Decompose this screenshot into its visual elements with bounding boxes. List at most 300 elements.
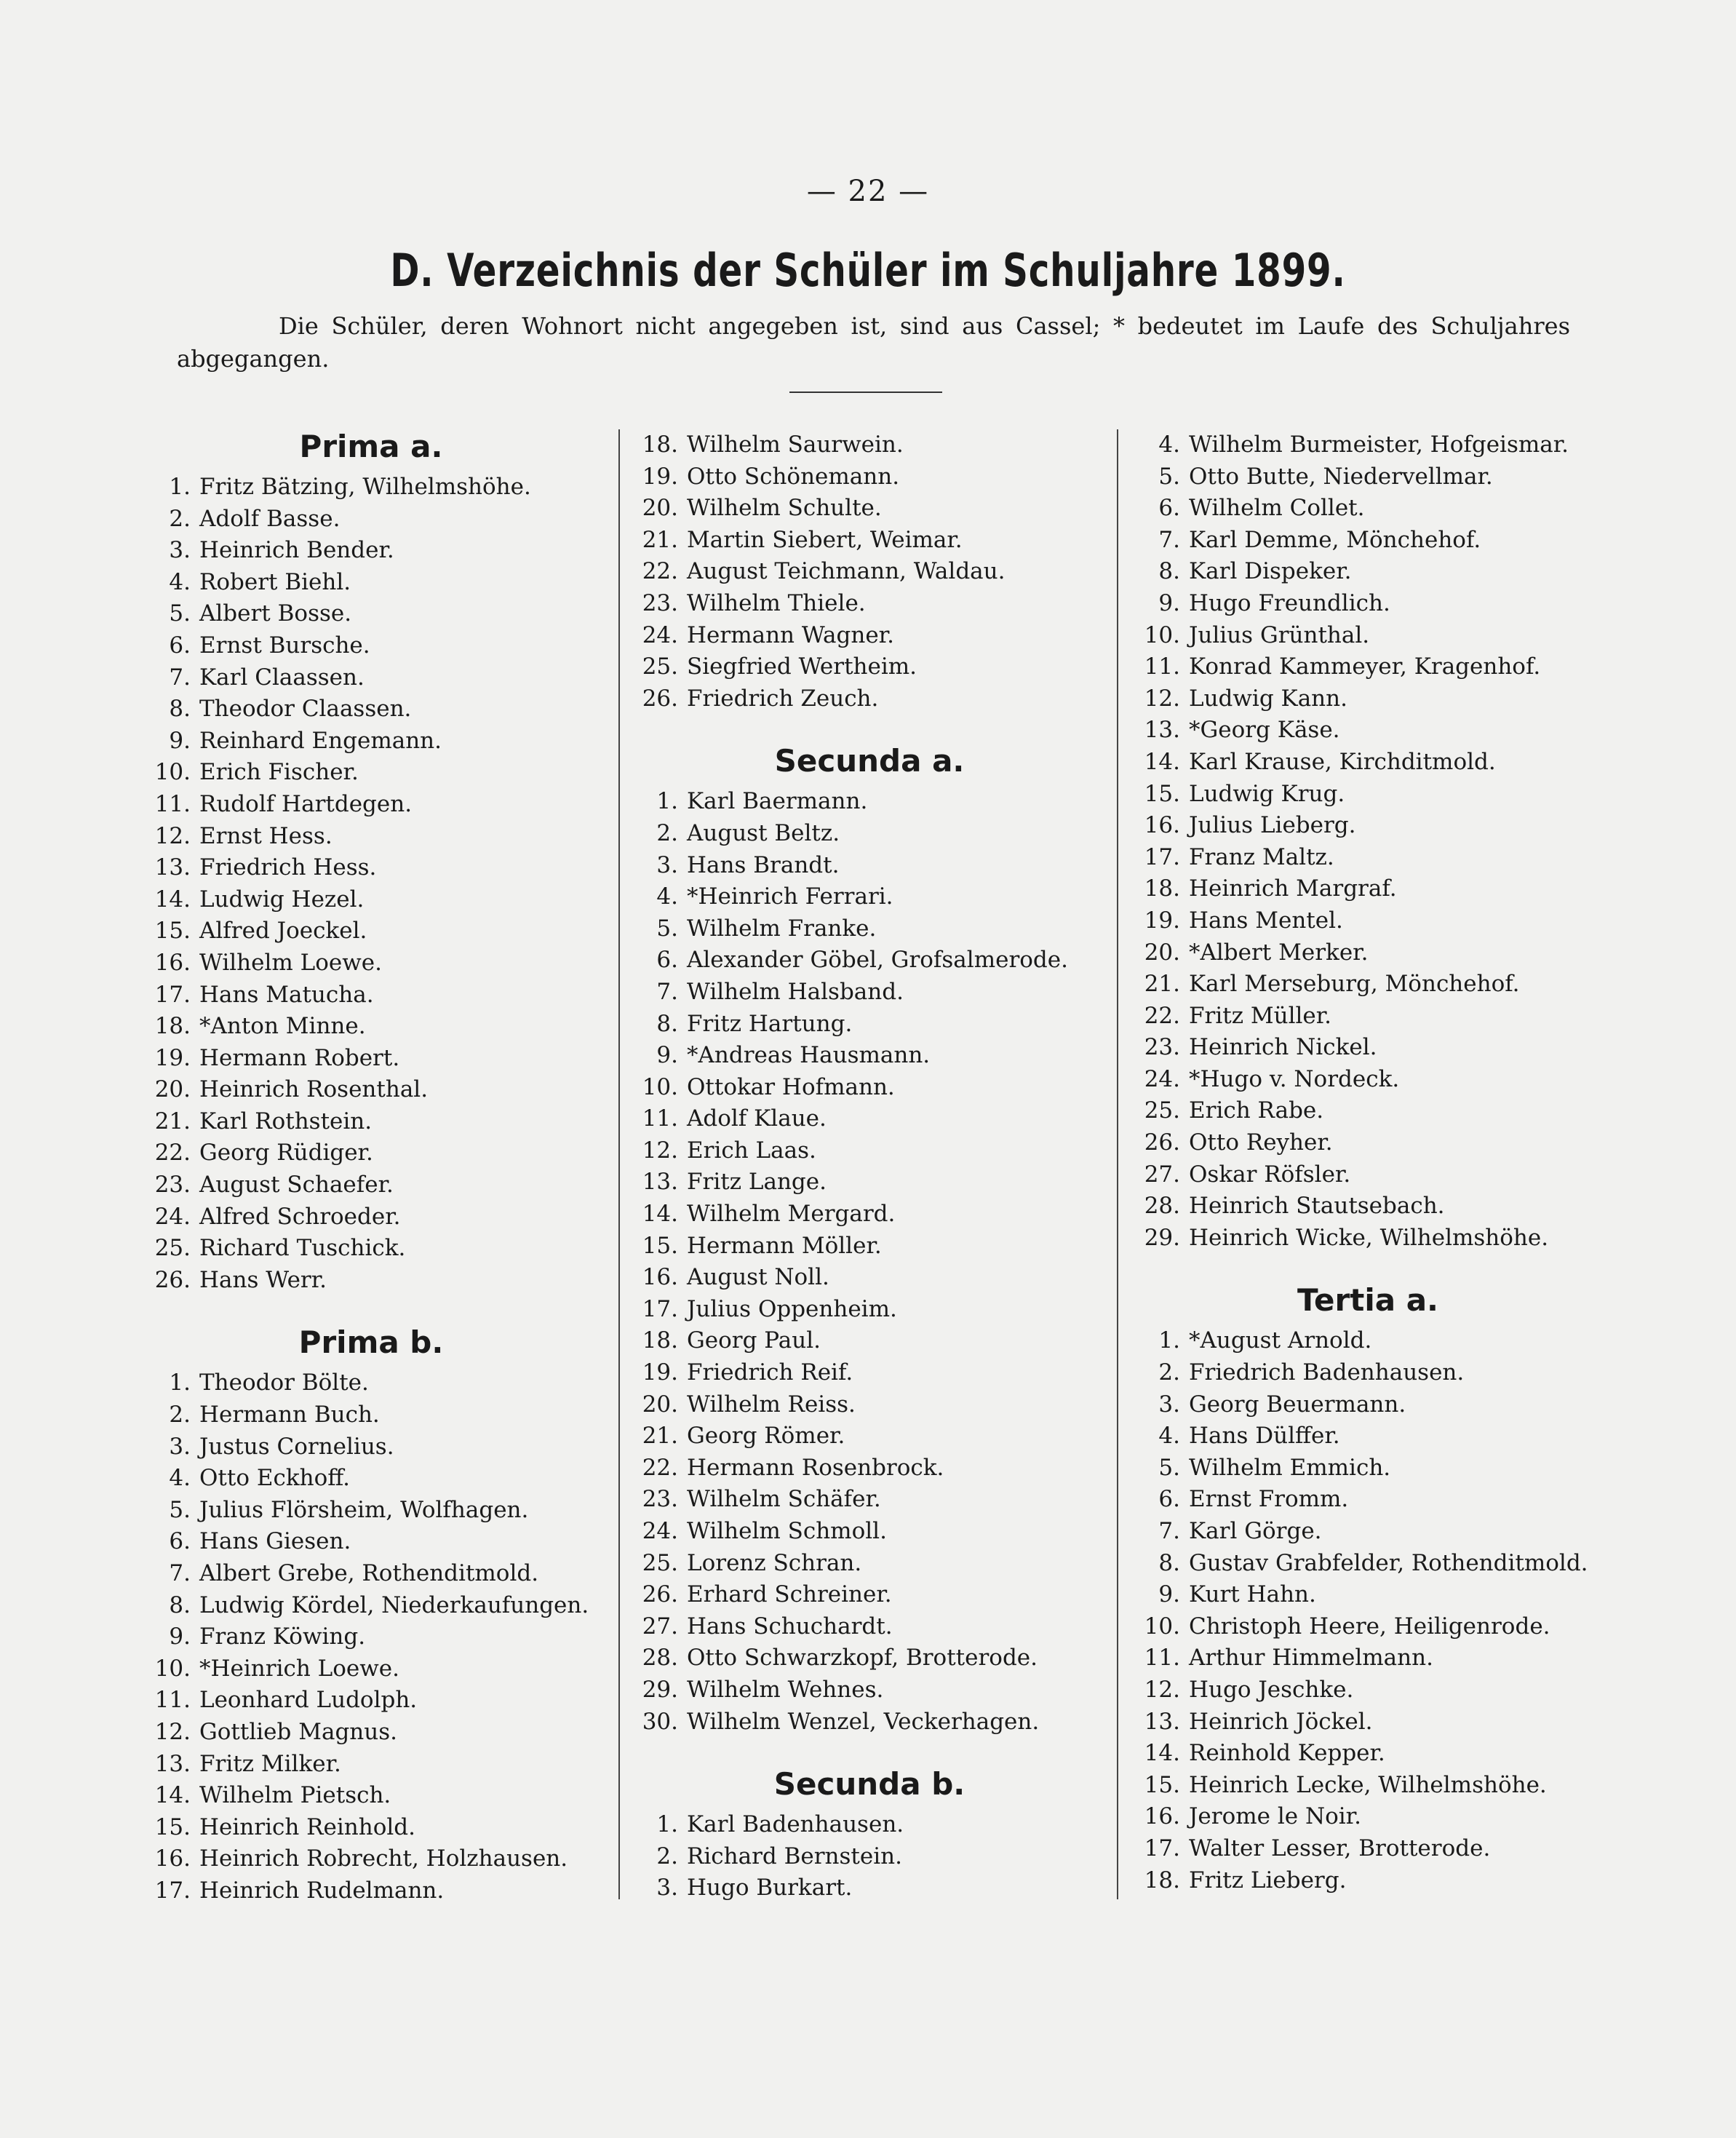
student-name: Karl Görge. — [1189, 1518, 1322, 1544]
student-entry — [633, 620, 1106, 652]
student-name: Heinrich Rudelmann. — [199, 1877, 445, 1904]
student-entry — [633, 1294, 1106, 1326]
student-name: Heinrich Lecke, Wilhelmshöhe. — [1189, 1771, 1547, 1798]
student-name: Theodor Claassen. — [199, 696, 412, 723]
student-name: Franz Köwing. — [199, 1624, 366, 1650]
page-title: D. Verzeichnis der Schüler im Schuljahre 1899. — [390, 244, 1346, 297]
student-entry — [146, 1106, 597, 1138]
student-entry — [146, 1399, 597, 1431]
student-name: Wilhelm Wehnes. — [687, 1676, 884, 1703]
entry-number: 23. — [642, 589, 678, 616]
entry-number: 7. — [656, 978, 678, 1005]
entry-number: 21. — [642, 526, 678, 553]
entry-number: 14. — [642, 1201, 678, 1228]
student-name: August Noll. — [687, 1264, 829, 1291]
student-entry — [146, 1685, 597, 1717]
student-name: Erich Rabe. — [1189, 1097, 1324, 1124]
entry-number: 9. — [1158, 589, 1180, 616]
student-list — [1135, 1325, 1601, 1896]
student-entry — [1135, 1159, 1601, 1191]
entry-number: 17. — [1144, 1835, 1180, 1861]
student-name: Martin Siebert, Weimar. — [687, 526, 963, 553]
entry-number: 8. — [656, 1010, 678, 1037]
student-entry — [146, 1812, 597, 1844]
student-entry — [633, 493, 1106, 525]
student-name: Wilhelm Pietsch. — [199, 1782, 391, 1809]
student-entry — [1135, 683, 1601, 715]
entry-number: 16. — [154, 949, 191, 976]
student-name: Richard Bernstein. — [687, 1843, 902, 1869]
student-name: Fritz Hartung. — [687, 1010, 853, 1037]
entry-number: 15. — [1144, 1771, 1180, 1798]
student-entry — [633, 1262, 1106, 1294]
student-entry — [146, 852, 597, 884]
entry-number: 6. — [1158, 1486, 1180, 1513]
student-entry — [1135, 1127, 1601, 1159]
student-entry — [146, 821, 597, 853]
student-entry — [1135, 525, 1601, 557]
entry-number: 18. — [154, 1013, 191, 1040]
student-name: Hans Matucha. — [199, 981, 374, 1008]
student-name: Wilhelm Schulte. — [687, 495, 882, 522]
student-entry — [146, 726, 597, 758]
student-entry — [146, 472, 597, 504]
student-list — [633, 1809, 1106, 1904]
student-entry — [1135, 1453, 1601, 1485]
entry-number: 13. — [1144, 1708, 1180, 1735]
entry-number: 17. — [154, 981, 191, 1008]
page-number: — 22 — — [806, 175, 930, 208]
entry-number: 19. — [642, 1359, 678, 1386]
student-name: Karl Dispeker. — [1189, 558, 1352, 585]
student-entry — [146, 979, 597, 1012]
student-entry — [1135, 1032, 1601, 1064]
entry-number: 2. — [656, 1843, 678, 1869]
student-entry — [146, 1011, 597, 1043]
student-name: *Hugo v. Nordeck. — [1189, 1065, 1400, 1092]
entry-number: 5. — [656, 915, 678, 942]
student-entry — [146, 630, 597, 662]
entry-number: 30. — [642, 1708, 678, 1735]
entry-number: 21. — [154, 1108, 191, 1134]
entry-number: 12. — [642, 1137, 678, 1164]
student-entry — [1135, 715, 1601, 747]
student-entry — [1135, 1357, 1601, 1389]
student-entry — [1135, 620, 1601, 652]
student-list — [146, 472, 597, 1296]
entry-number: 14. — [1144, 1740, 1180, 1767]
student-entry — [1135, 1738, 1601, 1770]
entry-number: 20. — [1144, 939, 1180, 966]
column-divider — [1117, 429, 1118, 1899]
student-name: Erich Fischer. — [199, 759, 359, 786]
student-name: Karl Baermann. — [687, 788, 868, 815]
entry-number: 5. — [1158, 1454, 1180, 1481]
section-heading: Tertia a. — [1297, 1282, 1438, 1319]
student-name: Rudolf Hartdegen. — [199, 790, 413, 817]
student-entry — [1135, 969, 1601, 1001]
student-name: Georg Paul. — [687, 1327, 821, 1354]
student-entry — [633, 651, 1106, 683]
student-name: Fritz Lange. — [687, 1169, 827, 1196]
student-name: Karl Krause, Kirchditmold. — [1189, 748, 1496, 775]
entry-number: 1. — [656, 788, 678, 815]
student-entry — [146, 1367, 597, 1399]
student-entry — [146, 1495, 597, 1527]
student-entry — [1135, 1706, 1601, 1738]
entry-number: 1. — [169, 1370, 191, 1396]
student-name: Heinrich Margraf. — [1189, 875, 1397, 902]
student-name: Ernst Fromm. — [1189, 1486, 1349, 1513]
student-entry — [146, 694, 597, 726]
student-name: *Anton Minne. — [199, 1013, 366, 1040]
student-entry — [1135, 556, 1601, 588]
entry-number: 23. — [154, 1172, 191, 1199]
entry-number: 10. — [1144, 1613, 1180, 1640]
entry-number: 13. — [642, 1169, 678, 1196]
entry-number: 16. — [642, 1264, 678, 1291]
entry-number: 29. — [1144, 1224, 1180, 1251]
entry-number: 19. — [154, 1044, 191, 1071]
student-name: Heinrich Jöckel. — [1189, 1708, 1373, 1735]
student-entry — [633, 1484, 1106, 1516]
entry-number: 7. — [1158, 526, 1180, 553]
student-entry — [1135, 1611, 1601, 1643]
student-name: Richard Tuschick. — [199, 1235, 406, 1262]
student-name: Ludwig Hezel. — [199, 886, 365, 913]
entry-number: 6. — [1158, 495, 1180, 522]
student-entry — [633, 556, 1106, 588]
student-entry — [633, 1706, 1106, 1738]
entry-number: 24. — [642, 621, 678, 648]
entry-number: 11. — [642, 1105, 678, 1132]
student-entry — [633, 786, 1106, 818]
student-name: *Andreas Hausmann. — [687, 1042, 931, 1069]
student-entry — [633, 1040, 1106, 1072]
entry-number: 16. — [154, 1845, 191, 1872]
student-entry — [633, 1325, 1106, 1357]
entry-number: 25. — [642, 1549, 678, 1576]
student-entry — [633, 913, 1106, 945]
entry-number: 18. — [642, 1327, 678, 1354]
entry-number: 21. — [642, 1423, 678, 1450]
entry-number: 12. — [154, 822, 191, 849]
student-entry — [146, 1749, 597, 1781]
student-entry — [1135, 461, 1601, 493]
entry-number: 10. — [154, 759, 191, 786]
student-name: Karl Rothstein. — [199, 1108, 373, 1134]
student-entry — [1135, 1548, 1601, 1580]
student-entry — [146, 757, 597, 789]
student-entry — [633, 1516, 1106, 1548]
entry-number: 1. — [656, 1811, 678, 1838]
student-entry — [1135, 905, 1601, 937]
student-entry — [633, 1103, 1106, 1135]
entry-number: 12. — [1144, 685, 1180, 712]
student-list — [633, 429, 1106, 715]
entry-number: 13. — [154, 1750, 191, 1777]
entry-number: 9. — [169, 1624, 191, 1650]
student-entry — [146, 1558, 597, 1590]
student-name: Justus Cornelius. — [199, 1433, 394, 1460]
student-name: Heinrich Stautsebach. — [1189, 1193, 1445, 1220]
entry-number: 13. — [1144, 717, 1180, 744]
student-entry — [1135, 1001, 1601, 1033]
student-entry — [1135, 1325, 1601, 1357]
entry-number: 1. — [1158, 1327, 1180, 1354]
entry-number: 4. — [1158, 1423, 1180, 1450]
entry-number: 5. — [1158, 463, 1180, 490]
entry-number: 3. — [656, 851, 678, 878]
entry-number: 18. — [642, 432, 678, 458]
student-entry — [146, 1074, 597, 1106]
entry-number: 4. — [169, 568, 191, 595]
student-name: Kurt Hahn. — [1189, 1581, 1316, 1608]
student-name: Wilhelm Franke. — [687, 915, 877, 942]
entry-number: 18. — [1144, 875, 1180, 902]
student-entry — [1135, 1389, 1601, 1421]
entry-number: 8. — [169, 696, 191, 723]
student-name: Heinrich Reinhold. — [199, 1813, 415, 1840]
student-entry — [146, 1137, 597, 1169]
entry-number: 12. — [1144, 1676, 1180, 1703]
student-entry — [1135, 873, 1601, 905]
student-list — [633, 786, 1106, 1738]
entry-number: 9. — [169, 727, 191, 754]
student-name: Ludwig Kördel, Niederkaufungen. — [199, 1591, 589, 1618]
entry-number: 3. — [1158, 1391, 1180, 1418]
entry-number: 19. — [642, 463, 678, 490]
entry-number: 27. — [642, 1613, 678, 1640]
entry-number: 8. — [169, 1591, 191, 1618]
student-name: Wilhelm Schmoll. — [687, 1518, 887, 1544]
student-name: Wilhelm Wenzel, Veckerhagen. — [687, 1708, 1040, 1735]
student-name: Julius Oppenheim. — [687, 1295, 897, 1322]
student-name: Wilhelm Burmeister, Hofgeismar. — [1189, 432, 1569, 458]
student-column-2 — [633, 429, 1106, 1904]
student-entry — [1135, 1484, 1601, 1516]
entry-number: 26. — [642, 1581, 678, 1608]
student-name: Hans Schuchardt. — [687, 1613, 893, 1640]
student-name: Hermann Wagner. — [687, 621, 894, 648]
entry-number: 4. — [169, 1465, 191, 1492]
entry-number: 22. — [642, 558, 678, 585]
student-entry — [146, 1043, 597, 1075]
entry-number: 12. — [154, 1718, 191, 1745]
entry-number: 6. — [169, 1528, 191, 1555]
student-entry — [146, 598, 597, 630]
student-entry — [633, 1674, 1106, 1706]
student-name: August Schaefer. — [199, 1172, 394, 1199]
student-entry — [633, 1579, 1106, 1611]
section-heading: Secunda b. — [773, 1766, 965, 1803]
student-entry — [1135, 1770, 1601, 1802]
student-entry — [1135, 1801, 1601, 1833]
entry-number: 2. — [169, 1402, 191, 1428]
student-entry — [146, 947, 597, 979]
student-entry — [146, 567, 597, 599]
student-name: Hans Dülffer. — [1189, 1423, 1340, 1450]
student-entry — [1135, 842, 1601, 874]
student-entry — [1135, 937, 1601, 969]
entry-number: 20. — [642, 495, 678, 522]
student-entry — [633, 945, 1106, 977]
student-entry — [146, 504, 597, 536]
entry-number: 10. — [642, 1073, 678, 1100]
entry-number: 23. — [1144, 1034, 1180, 1061]
entry-number: 20. — [154, 1076, 191, 1103]
student-entry — [146, 1590, 597, 1622]
student-entry — [146, 1233, 597, 1265]
student-entry — [633, 818, 1106, 850]
student-name: Konrad Kammeyer, Kragenhof. — [1189, 653, 1541, 680]
student-entry — [633, 1167, 1106, 1199]
student-entry — [146, 1526, 597, 1558]
student-name: Reinhold Kepper. — [1189, 1740, 1385, 1767]
entry-number: 4. — [656, 883, 678, 910]
student-entry — [1135, 747, 1601, 779]
student-name: Heinrich Wicke, Wilhelmshöhe. — [1189, 1224, 1549, 1251]
student-name: Otto Eckhoff. — [199, 1465, 351, 1492]
student-list — [146, 1367, 597, 1907]
entry-number: 8. — [1158, 558, 1180, 585]
entry-number: 25. — [642, 653, 678, 680]
student-entry — [1135, 1516, 1601, 1548]
student-name: Albert Bosse. — [199, 600, 352, 627]
entry-number: 15. — [1144, 780, 1180, 807]
entry-number: 17. — [642, 1295, 678, 1322]
student-entry — [146, 1431, 597, 1463]
entry-number: 18. — [1144, 1867, 1180, 1893]
entry-number: 20. — [642, 1391, 678, 1418]
student-entry — [633, 461, 1106, 493]
student-entry — [146, 1169, 597, 1201]
student-name: Hans Brandt. — [687, 851, 840, 878]
student-name: Adolf Klaue. — [687, 1105, 827, 1132]
student-name: August Beltz. — [687, 819, 840, 846]
student-name: Hermann Buch. — [199, 1402, 380, 1428]
column-divider — [618, 429, 620, 1899]
entry-number: 7. — [1158, 1518, 1180, 1544]
student-name: Karl Claassen. — [199, 664, 365, 691]
student-name: Otto Schwarzkopf, Brotterode. — [687, 1645, 1038, 1672]
student-name: Siegfried Wertheim. — [687, 653, 917, 680]
student-entry — [1135, 651, 1601, 683]
student-entry — [146, 1875, 597, 1907]
entry-number: 25. — [1144, 1097, 1180, 1124]
student-entry — [1135, 1865, 1601, 1897]
student-entry — [633, 683, 1106, 715]
entry-number: 17. — [154, 1877, 191, 1904]
student-entry — [633, 977, 1106, 1009]
entry-number: 29. — [642, 1676, 678, 1703]
student-entry — [633, 1642, 1106, 1674]
student-name: Ludwig Kann. — [1189, 685, 1347, 712]
student-entry — [633, 1420, 1106, 1453]
student-name: Ottokar Hofmann. — [687, 1073, 895, 1100]
student-column-1 — [146, 429, 597, 1907]
student-name: Hans Mentel. — [1189, 907, 1343, 934]
student-entry — [633, 1841, 1106, 1873]
student-name: Wilhelm Emmich. — [1189, 1454, 1391, 1481]
student-name: Erich Laas. — [687, 1137, 816, 1164]
student-name: Wilhelm Loewe. — [199, 949, 382, 976]
student-entry — [146, 1201, 597, 1233]
entry-number: 11. — [154, 790, 191, 817]
student-name: Wilhelm Halsband. — [687, 978, 904, 1005]
student-entry — [1135, 779, 1601, 811]
entry-number: 26. — [1144, 1129, 1180, 1156]
student-name: Julius Flörsheim, Wolfhagen. — [199, 1496, 529, 1523]
student-entry — [146, 1463, 597, 1495]
student-name: Heinrich Bender. — [199, 537, 394, 564]
entry-number: 2. — [656, 819, 678, 846]
entry-number: 10. — [154, 1655, 191, 1682]
entry-number: 24. — [642, 1518, 678, 1544]
student-name: Otto Butte, Niedervellmar. — [1189, 463, 1493, 490]
student-name: Lorenz Schran. — [687, 1549, 862, 1576]
student-entry — [1135, 588, 1601, 620]
entry-number: 5. — [169, 600, 191, 627]
student-name: Adolf Basse. — [199, 505, 341, 532]
entry-number: 28. — [1144, 1193, 1180, 1220]
student-entry — [1135, 1064, 1601, 1096]
student-name: Karl Merseburg, Mönchehof. — [1189, 971, 1520, 998]
student-name: Ludwig Krug. — [1189, 780, 1345, 807]
student-column-3 — [1135, 429, 1601, 1896]
student-name: Georg Beuermann. — [1189, 1391, 1406, 1418]
student-entry — [633, 525, 1106, 557]
student-name: Karl Demme, Mönchehof. — [1189, 526, 1481, 553]
student-name: Wilhelm Reiss. — [687, 1391, 856, 1418]
entry-number: 9. — [1158, 1581, 1180, 1608]
entry-number: 2. — [169, 505, 191, 532]
student-name: Heinrich Rosenthal. — [199, 1076, 429, 1103]
student-list — [1135, 429, 1601, 1254]
entry-number: 24. — [154, 1203, 191, 1230]
student-entry — [1135, 1191, 1601, 1223]
entry-number: 7. — [169, 664, 191, 691]
entry-number: 5. — [169, 1496, 191, 1523]
entry-number: 4. — [1158, 432, 1180, 458]
student-entry — [633, 1872, 1106, 1904]
student-entry — [633, 850, 1106, 882]
student-name: Wilhelm Saurwein. — [687, 432, 904, 458]
entry-number: 23. — [642, 1486, 678, 1513]
entry-number: 21. — [1144, 971, 1180, 998]
student-name: *Albert Merker. — [1189, 939, 1369, 966]
student-entry — [1135, 1833, 1601, 1865]
section-heading: Secunda a. — [774, 743, 965, 779]
student-name: Hugo Jeschke. — [1189, 1676, 1354, 1703]
entry-number: 11. — [154, 1687, 191, 1714]
student-name: Ernst Hess. — [199, 822, 333, 849]
entry-number: 8. — [1158, 1549, 1180, 1576]
entry-number: 6. — [656, 947, 678, 974]
student-name: *Georg Käse. — [1189, 717, 1340, 744]
entry-number: 7. — [169, 1560, 191, 1586]
student-name: Arthur Himmelmann. — [1189, 1645, 1433, 1672]
entry-number: 15. — [642, 1232, 678, 1259]
student-name: Hugo Freundlich. — [1189, 589, 1390, 616]
student-entry — [146, 1717, 597, 1749]
entry-number: 13. — [154, 854, 191, 881]
entry-number: 3. — [169, 1433, 191, 1460]
student-name: Hermann Robert. — [199, 1044, 400, 1071]
student-entry — [633, 1009, 1106, 1041]
student-entry — [146, 1653, 597, 1685]
entry-number: 9. — [656, 1042, 678, 1069]
